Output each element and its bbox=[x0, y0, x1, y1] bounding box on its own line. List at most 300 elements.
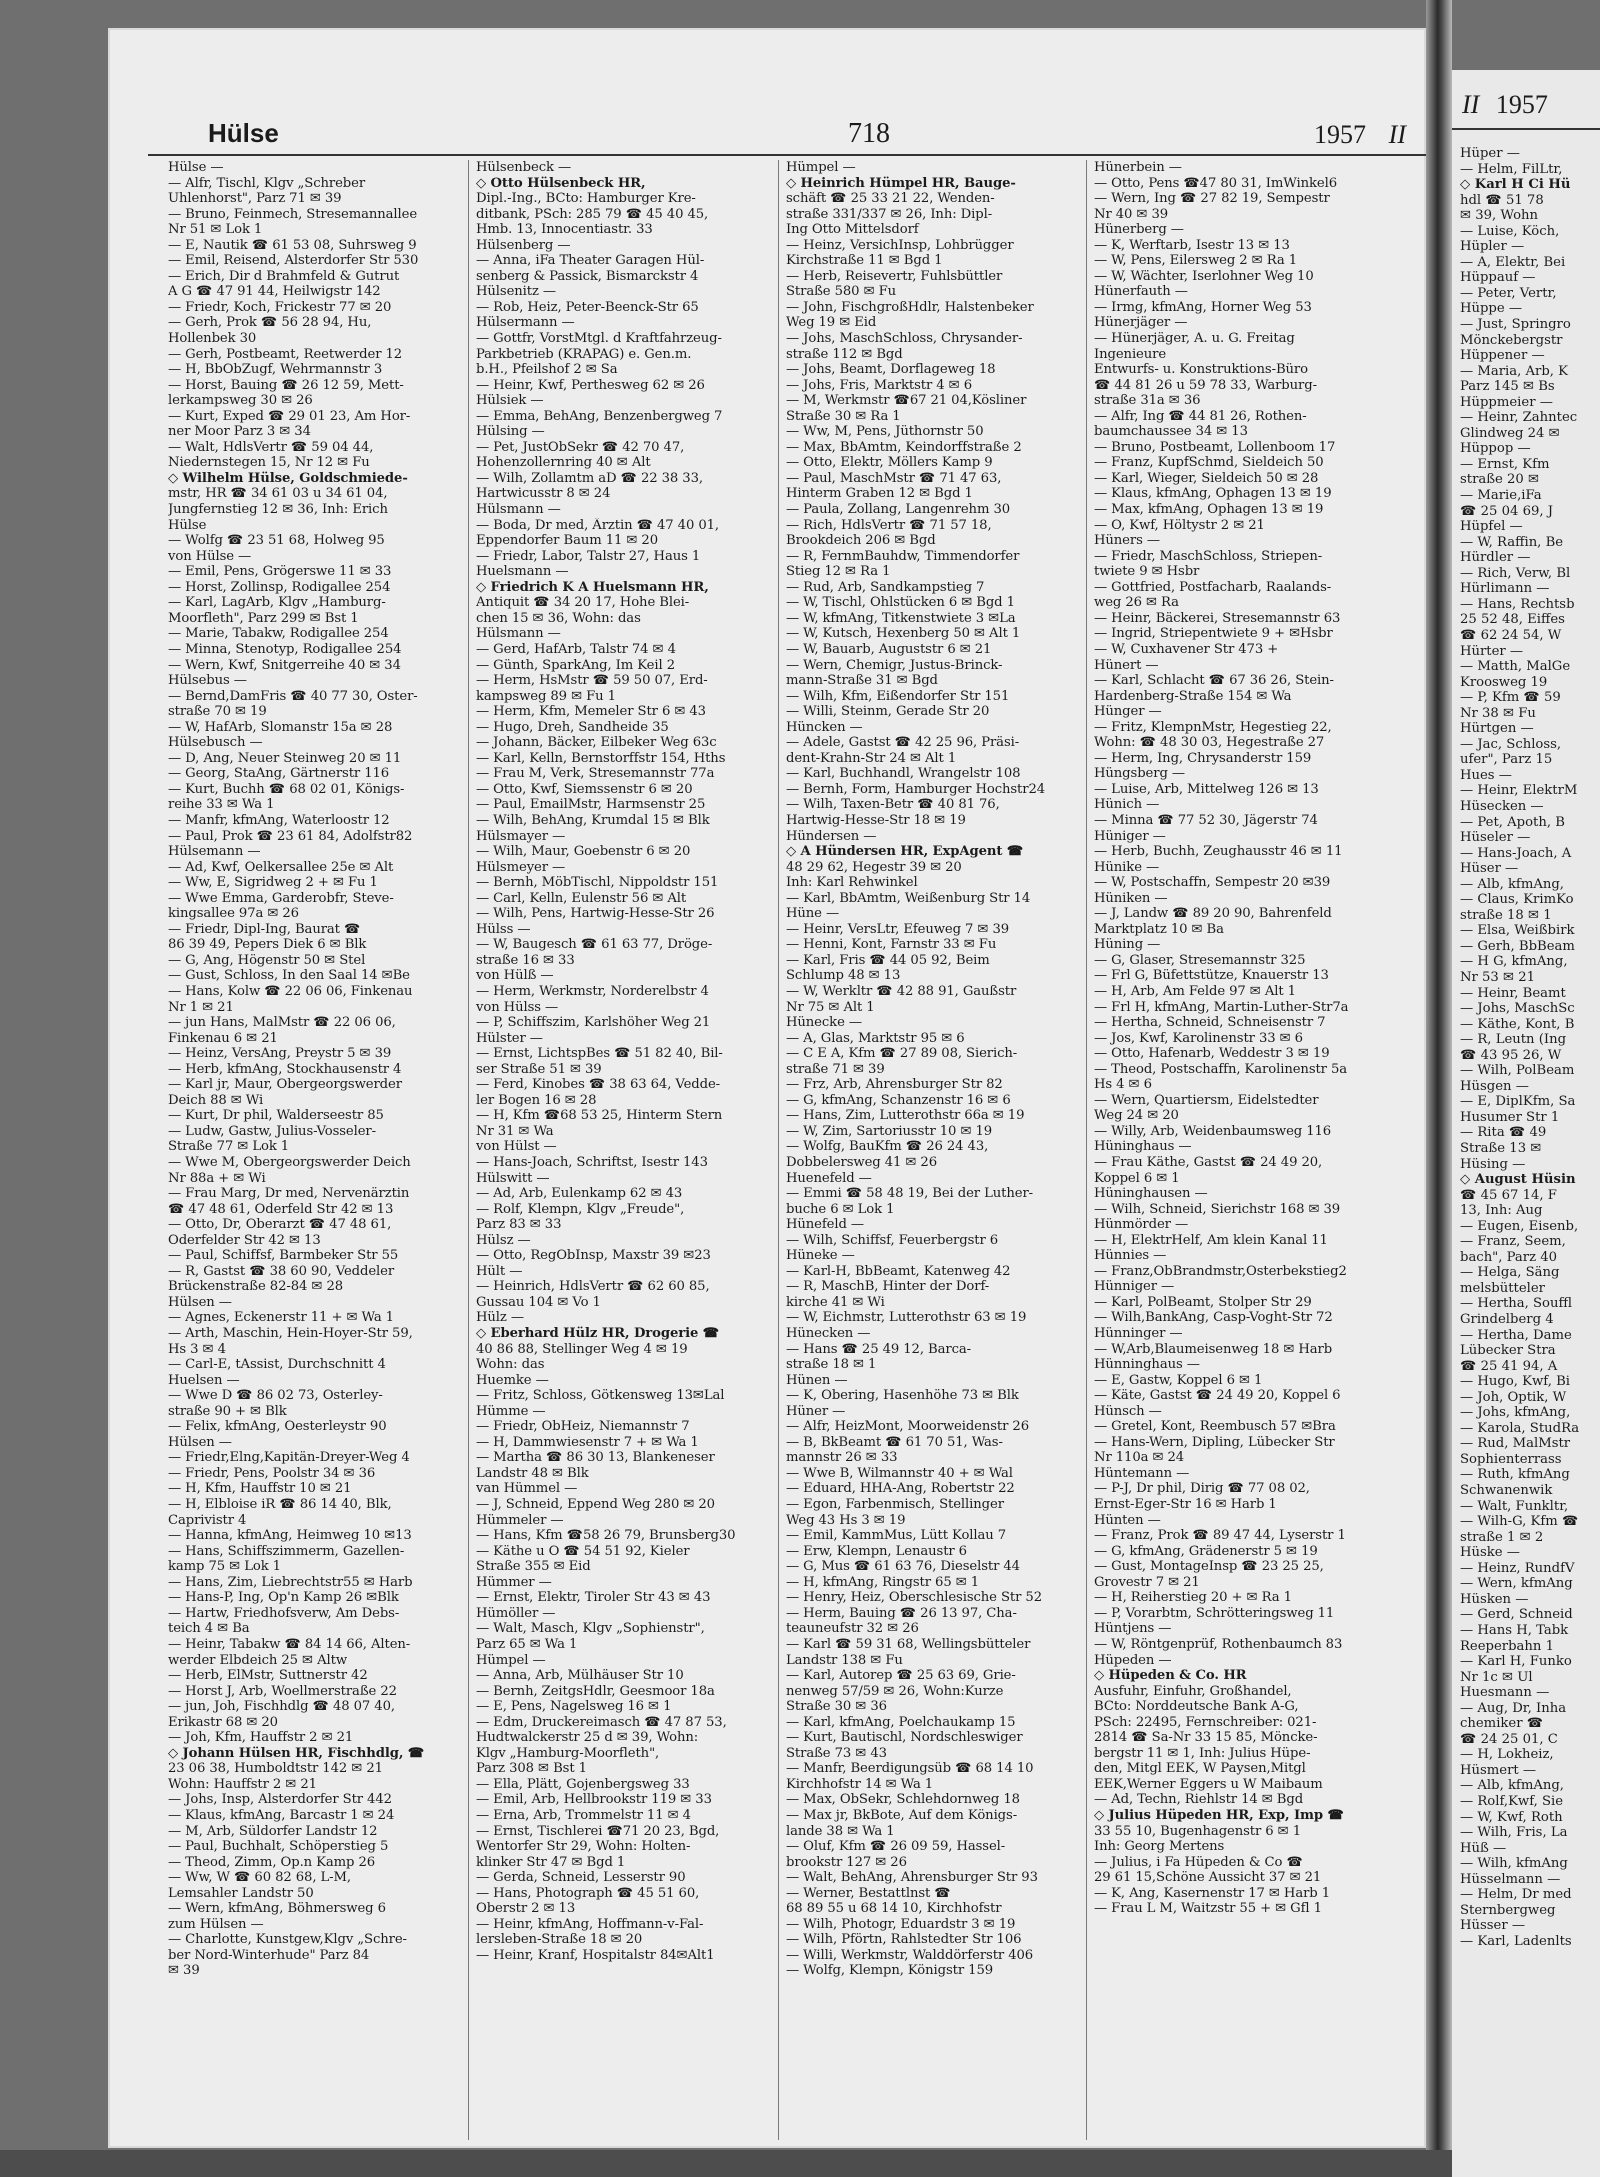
directory-entry-line: Hüngsberg — bbox=[1094, 766, 1185, 782]
directory-entry-line: — Frl G, Büfettstütze, Knauerstr 13 bbox=[1094, 968, 1329, 984]
directory-entry-line: — Anna, Arb, Mülhäuser Str 10 bbox=[476, 1668, 684, 1684]
directory-entry-line: — Gust, MontageInsp ☎ 23 25 25, bbox=[1094, 1559, 1324, 1575]
directory-entry-line: — A, Glas, Marktstr 95 ✉ 6 bbox=[786, 1030, 965, 1046]
directory-entry-line: Hülss — bbox=[476, 921, 531, 937]
directory-entry-line: — Wilh, Taxen-Betr ☎ 40 81 76, bbox=[786, 797, 1000, 813]
directory-entry-line: Hülsebus — bbox=[168, 673, 247, 689]
right-page-entry-line: — Marie,iFa bbox=[1460, 488, 1542, 504]
directory-entry-line: — Alfr, Ing ☎ 44 81 26, Rothen- bbox=[1094, 408, 1307, 424]
directory-entry-line: — Käte, Gastst ☎ 24 49 20, Koppel 6 bbox=[1094, 1388, 1341, 1404]
directory-entry-line: — jun, Joh, Fischhdlg ☎ 48 07 40, bbox=[168, 1699, 395, 1715]
directory-entry-line: Antiquit ☎ 34 20 17, Hohe Blei- bbox=[476, 595, 690, 611]
directory-entry-line: von Hülst — bbox=[476, 1139, 557, 1155]
right-page-entry-line: bach", Parz 40 bbox=[1460, 1249, 1557, 1265]
directory-entry-line: — Otto, Hafenarb, Weddestr 3 ✉ 19 bbox=[1094, 1046, 1330, 1062]
right-page-entry-line: — Eugen, Eisenb, bbox=[1460, 1218, 1579, 1234]
directory-entry-line: lande 38 ✉ Wa 1 bbox=[786, 1823, 895, 1839]
directory-entry-line: 33 55 10, Bugenhagenstr 6 ✉ 1 bbox=[1094, 1823, 1302, 1839]
directory-entry-line: Huelsmann — bbox=[476, 564, 569, 580]
directory-entry-line: Nr 51 ✉ Lok 1 bbox=[168, 222, 263, 238]
directory-entry-line: — Eduard, HHA-Ang, Robertstr 22 bbox=[786, 1481, 1015, 1497]
directory-entry-line: — Ad, Kwf, Oelkersallee 25e ✉ Alt bbox=[168, 859, 394, 875]
directory-entry-line: Hünike — bbox=[1094, 859, 1160, 875]
directory-column-1 bbox=[168, 160, 458, 2140]
right-page-entry-line: — Heinr, ElektrM bbox=[1460, 783, 1578, 799]
directory-entry-line: — Wern, Ing ☎ 27 82 19, Sempestr bbox=[1094, 191, 1330, 207]
directory-entry-line: — Emma, BehAng, Benzenbergweg 7 bbox=[476, 408, 723, 424]
directory-entry-line: — J, Schneid, Eppend Weg 280 ✉ 20 bbox=[476, 1497, 715, 1513]
right-page-entry-line: Nr 1c ✉ Ul bbox=[1460, 1669, 1533, 1685]
directory-entry-line: — Johann, Bäcker, Eilbeker Weg 63c bbox=[476, 735, 717, 751]
directory-entry-line: dent-Krahn-Str 24 ✉ Alt 1 bbox=[786, 750, 957, 766]
directory-entry-line: — W, Eichmstr, Lutterothstr 63 ✉ 19 bbox=[786, 1310, 1027, 1326]
right-page-entry-line: — H G, kfmAng, bbox=[1460, 954, 1568, 970]
directory-entry-line: — Franz,ObBrandmstr,Osterbekstieg2 bbox=[1094, 1263, 1347, 1279]
directory-entry-line: — Carl, Kelln, Eulenstr 56 ✉ Alt bbox=[476, 890, 687, 906]
directory-entry-line: — Erna, Arb, Trommelstr 11 ✉ 4 bbox=[476, 1807, 691, 1823]
directory-entry-line: 48 29 62, Hegestr 39 ✉ 20 bbox=[786, 859, 962, 875]
directory-entry-line: Weg 43 Hs 3 ✉ 19 bbox=[786, 1512, 906, 1528]
directory-entry-line: — Wilh, Zollamtm aD ☎ 22 38 33, bbox=[476, 470, 703, 486]
directory-entry-line: Hümpel — bbox=[786, 160, 856, 175]
right-page-entry-line: — W, Raffin, Be bbox=[1460, 534, 1564, 550]
directory-entry-line: Huelsen — bbox=[168, 1372, 240, 1388]
directory-entry-line: Nr 31 ✉ Wa bbox=[476, 1123, 554, 1139]
directory-entry-line: — Ernst, LichtspBes ☎ 51 82 40, Bil- bbox=[476, 1046, 723, 1062]
right-page-entry-line: — Gerd, Schneid bbox=[1460, 1607, 1573, 1623]
directory-entry-line: ner Moor Parz 3 ✉ 34 bbox=[168, 424, 311, 440]
directory-entry-line: — Herm, Kfm, Memeler Str 6 ✉ 43 bbox=[476, 704, 706, 720]
directory-entry-line: — H, kfmAng, Ringstr 65 ✉ 1 bbox=[786, 1574, 980, 1590]
directory-entry-line: bergstr 11 ✉ 1, Inh: Julius Hüpe- bbox=[1094, 1745, 1311, 1761]
directory-entry-line: straße 112 ✉ Bgd bbox=[786, 346, 903, 362]
scan-border bbox=[0, 2150, 1452, 2177]
directory-entry-line: ◇ A Hündersen HR, ExpAgent ☎ bbox=[786, 844, 1024, 860]
directory-entry-line: Hülsenberg — bbox=[476, 237, 571, 253]
right-page-entry-line: Hüpler — bbox=[1460, 239, 1525, 255]
directory-entry-line: — Joh, Kfm, Hauffstr 2 ✉ 21 bbox=[168, 1730, 354, 1746]
directory-entry-line: Kirchhofstr 14 ✉ Wa 1 bbox=[786, 1776, 934, 1792]
directory-entry-line: — Bruno, Feinmech, Stresemannallee bbox=[168, 206, 418, 222]
directory-entry-line: teauneufstr 32 ✉ 26 bbox=[786, 1621, 919, 1637]
right-page-entry-line: — H, Lokheiz, bbox=[1460, 1747, 1554, 1763]
directory-entry-line: ✉ 39 bbox=[168, 1963, 200, 1979]
directory-entry-line: Hartwicusstr 8 ✉ 24 bbox=[476, 486, 611, 502]
right-page-entry-line: Hüper — bbox=[1460, 146, 1520, 161]
directory-entry-line: — Hartw, Friedhofsverw, Am Debs- bbox=[168, 1605, 400, 1621]
directory-entry-line: — P, Vorarbtm, Schrötteringsweg 11 bbox=[1094, 1605, 1335, 1621]
right-page-entry-line: Hüppe — bbox=[1460, 301, 1523, 317]
directory-entry-line: Deich 88 ✉ Wi bbox=[168, 1092, 264, 1108]
directory-entry-line: — W, Postschaffn, Sempestr 20 ✉39 bbox=[1094, 875, 1331, 891]
directory-entry-line: Schlump 48 ✉ 13 bbox=[786, 968, 901, 984]
directory-entry-line: klinker Str 47 ✉ Bgd 1 bbox=[476, 1854, 626, 1870]
directory-entry-line: — C E A, Kfm ☎ 27 89 08, Sierich- bbox=[786, 1046, 1018, 1062]
right-page-entry-line: — Rud, MalMstr bbox=[1460, 1436, 1571, 1452]
directory-entry-line: — H, Dammwiesenstr 7 + ✉ Wa 1 bbox=[476, 1434, 699, 1450]
directory-entry-line: — B, BkBeamt ☎ 61 70 51, Was- bbox=[786, 1434, 1003, 1450]
directory-entry-line: — Gerd, HafArb, Talstr 74 ✉ 4 bbox=[476, 641, 676, 657]
right-page-entry-line: Mönckebergstr bbox=[1460, 332, 1563, 348]
directory-entry-line: — Rob, Heiz, Peter-Beenck-Str 65 bbox=[476, 299, 699, 315]
directory-entry-line: kingsallee 97a ✉ 26 bbox=[168, 906, 299, 922]
directory-entry-line: Dipl.-Ing., BCto: Hamburger Kre- bbox=[476, 191, 696, 207]
directory-entry-line: — Hans-Wern, Dipling, Lübecker Str bbox=[1094, 1434, 1335, 1450]
directory-entry-line: — Ad, Techn, Riehlstr 14 ✉ Bgd bbox=[1094, 1792, 1304, 1808]
directory-entry-line: Hülsermann — bbox=[476, 315, 575, 331]
directory-entry-line: — Paul, MaschMstr ☎ 71 47 63, bbox=[786, 470, 1002, 486]
directory-entry-line: Wohn: das bbox=[476, 1357, 545, 1373]
directory-entry-line: Hülse bbox=[168, 517, 207, 533]
right-header-volume: II bbox=[1462, 90, 1480, 119]
directory-entry-line: — Manfr, kfmAng, Waterloostr 12 bbox=[168, 812, 390, 828]
right-page-entry-line: — Wilh, Fris, La bbox=[1460, 1825, 1568, 1841]
directory-entry-line: Hümme — bbox=[476, 1403, 546, 1419]
right-page-entry-line: straße 18 ✉ 1 bbox=[1460, 907, 1552, 923]
directory-entry-line: Hülsmann — bbox=[476, 626, 561, 642]
directory-entry-line: — Karl, Autorep ☎ 25 63 69, Grie- bbox=[786, 1668, 1016, 1684]
directory-entry-line: kamp 75 ✉ Lok 1 bbox=[168, 1559, 281, 1575]
directory-entry-line: — Emil, Reisend, Alsterdorfer Str 530 bbox=[168, 253, 419, 269]
directory-entry-line: Hüners — bbox=[1094, 533, 1160, 549]
directory-entry-line: Brookdeich 206 ✉ Bgd bbox=[786, 533, 936, 549]
directory-entry-line: — Wern, Kwf, Snitgerreihe 40 ✉ 34 bbox=[168, 657, 401, 673]
right-page-entry-line: Sophienterrass bbox=[1460, 1451, 1562, 1467]
right-page-entry-line: — Rita ☎ 49 bbox=[1460, 1125, 1547, 1141]
right-page-entry-line: — Heinr, Zahntec bbox=[1460, 410, 1578, 426]
directory-entry-line: — Bernh, ZeitgsHdlr, Geesmoor 18a bbox=[476, 1683, 715, 1699]
right-page-entry-line: Straße 13 ✉ bbox=[1460, 1141, 1542, 1156]
directory-entry-line: — Max, kfmAng, Ophagen 13 ✉ 19 bbox=[1094, 502, 1324, 518]
directory-entry-line: — Gerh, Postbeamt, Reetwerder 12 bbox=[168, 346, 403, 362]
directory-entry-line: — Hertha, Schneid, Schneisenstr 7 bbox=[1094, 1015, 1326, 1031]
directory-entry-line: von Hülß — bbox=[476, 968, 554, 984]
directory-entry-line: Kirchstraße 11 ✉ Bgd 1 bbox=[786, 253, 943, 269]
directory-entry-line: Hümmer — bbox=[476, 1574, 552, 1590]
right-page-entry-line: — Maria, Arb, K bbox=[1460, 363, 1569, 379]
directory-entry-line: EEK,Werner Eggers u W Maibaum bbox=[1094, 1776, 1323, 1792]
directory-entry-line: — P-J, Dr phil, Dirig ☎ 77 08 02, bbox=[1094, 1481, 1310, 1497]
directory-entry-line: Hülsmayer — bbox=[476, 828, 566, 844]
directory-entry-line: — Johs, MaschSchloss, Chrysander- bbox=[786, 331, 1023, 347]
right-page bbox=[1452, 70, 1600, 2177]
directory-entry-line: — Frau Marg, Dr med, Nervenärztin bbox=[168, 1186, 410, 1202]
directory-entry-line: — Wilh, Pförtn, Rahlstedter Str 106 bbox=[786, 1932, 1022, 1948]
directory-entry-line: ditbank, PSch: 285 79 ☎ 45 40 45, bbox=[476, 206, 709, 222]
directory-entry-line: — Herm, Bauing ☎ 26 13 97, Cha- bbox=[786, 1605, 1017, 1621]
directory-entry-line: — Oluf, Kfm ☎ 26 09 59, Hassel- bbox=[786, 1839, 1006, 1855]
directory-entry-line: Hünmörder — bbox=[1094, 1217, 1189, 1233]
directory-entry-line: — Theod, Zimm, Op.n Kamp 26 bbox=[168, 1854, 376, 1870]
directory-entry-line: — Hans-P, Ing, Op'n Kamp 26 ✉Blk bbox=[168, 1590, 399, 1606]
directory-entry-line: — Otto, RegObInsp, Maxstr 39 ✉23 bbox=[476, 1248, 711, 1264]
directory-entry-line: Parz 308 ✉ Bst 1 bbox=[476, 1761, 587, 1777]
directory-entry-line: — Willi, Werkmstr, Walddörferstr 406 bbox=[786, 1947, 1034, 1963]
directory-entry-line: lerkampsweg 30 ✉ 26 bbox=[168, 393, 313, 409]
right-page-entry-line: Hüppmeier — bbox=[1460, 394, 1553, 410]
directory-entry-line: — Ww, W ☎ 60 82 68, L-M, bbox=[168, 1870, 352, 1886]
directory-entry-line: — Julius, i Fa Hüpeden & Co ☎ bbox=[1094, 1854, 1303, 1870]
directory-entry-line: — Carl-E, tAssist, Durchschnitt 4 bbox=[168, 1357, 386, 1373]
right-page-entry-line: — Ruth, kfmAng bbox=[1460, 1467, 1570, 1483]
directory-entry-line: — K, Werftarb, Isestr 13 ✉ 13 bbox=[1094, 237, 1290, 253]
directory-entry-line: — Herb, ElMstr, Suttnerstr 42 bbox=[168, 1668, 368, 1684]
directory-entry-line: — Paul, Schiffsf, Barmbeker Str 55 bbox=[168, 1248, 399, 1264]
directory-entry-line: — Hanna, kfmAng, Heimweg 10 ✉13 bbox=[168, 1528, 412, 1544]
directory-entry-line: Wohn: Hauffstr 2 ✉ 21 bbox=[168, 1776, 317, 1792]
directory-entry-line: Straße 30 ✉ Ra 1 bbox=[786, 408, 901, 424]
directory-entry-line: — Horst, Zollinsp, Rodigallee 254 bbox=[168, 579, 391, 595]
directory-entry-line: — W, Kutsch, Hexenberg 50 ✉ Alt 1 bbox=[786, 626, 1021, 642]
directory-entry-line: Nr 110a ✉ 24 bbox=[1094, 1450, 1185, 1466]
directory-entry-line: — O, Kwf, Höltystr 2 ✉ 21 bbox=[1094, 517, 1265, 533]
directory-entry-line: — Wern, kfmAng, Böhmersweg 6 bbox=[168, 1901, 386, 1917]
directory-entry-line: Hümpel — bbox=[476, 1652, 546, 1668]
directory-entry-line: Hümöller — bbox=[476, 1605, 556, 1621]
directory-entry-line: Niedernstegen 15, Nr 12 ✉ Fu bbox=[168, 455, 370, 471]
right-page-entry-line: Hürdler — bbox=[1460, 550, 1531, 566]
directory-entry-line: — W,Arb,Blaumeisenweg 18 ✉ Harb bbox=[1094, 1341, 1333, 1357]
directory-entry-line: ◇ Eberhard Hülz HR, Drogerie ☎ bbox=[476, 1326, 720, 1342]
directory-entry-line: Ausfuhr, Einfuhr, Großhandel, bbox=[1094, 1683, 1292, 1699]
directory-entry-line: — Wilh, Maur, Goebenstr 6 ✉ 20 bbox=[476, 844, 691, 860]
right-page-entry-line: — R, Leutn (Ing bbox=[1460, 1032, 1567, 1048]
directory-entry-line: — Alfr, Tischl, Klgv „Schreber bbox=[168, 175, 366, 191]
right-page-entry-line: ufer", Parz 15 bbox=[1460, 752, 1553, 768]
directory-entry-line: — W, Röntgenprüf, Rothenbaumch 83 bbox=[1094, 1636, 1343, 1652]
right-page-entry-line: Huesmann — bbox=[1460, 1685, 1550, 1701]
directory-entry-line: Hünninger — bbox=[1094, 1326, 1183, 1342]
directory-entry-line: — Erw, Klempn, Lenaustr 6 bbox=[786, 1543, 967, 1559]
directory-entry-line: Hinterm Graben 12 ✉ Bgd 1 bbox=[786, 486, 973, 502]
header-year: 1957 bbox=[1314, 120, 1366, 149]
directory-entry-line: — H, Elbloise iR ☎ 86 14 40, Blk, bbox=[168, 1497, 392, 1513]
directory-entry-line: — W, Werkltr ☎ 42 88 91, Gaußstr bbox=[786, 983, 1017, 999]
directory-entry-line: buche 6 ✉ Lok 1 bbox=[786, 1201, 895, 1217]
right-page-entry-line: Hüsser — bbox=[1460, 1918, 1526, 1934]
directory-entry-line: reihe 33 ✉ Wa 1 bbox=[168, 797, 275, 813]
directory-entry-line: — Willy, Arb, Weidenbaumsweg 116 bbox=[1094, 1123, 1332, 1139]
right-page-entry-line: — Hugo, Kwf, Bi bbox=[1460, 1374, 1570, 1390]
directory-entry-line: Hmb. 13, Innocentiastr. 33 bbox=[476, 222, 653, 238]
right-page-entry-line: ◇ August Hüsin bbox=[1460, 1172, 1576, 1188]
directory-entry-line: Uhlenhorst", Parz 71 ✉ 39 bbox=[168, 191, 342, 207]
directory-entry-line: straße 31a ✉ 36 bbox=[1094, 393, 1201, 409]
directory-entry-line: — Wolfg, BauKfm ☎ 26 24 43, bbox=[786, 1139, 989, 1155]
directory-entry-line: ◇ Wilhelm Hülse, Goldschmiede- bbox=[168, 470, 408, 486]
directory-entry-line: Hüninghausen — bbox=[1094, 1186, 1208, 1202]
directory-entry-line: — E, Gastw, Koppel 6 ✉ 1 bbox=[1094, 1372, 1263, 1388]
directory-entry-line: Dobbelersweg 41 ✉ 26 bbox=[786, 1155, 938, 1170]
right-page-entry-line: Reeperbahn 1 bbox=[1460, 1638, 1554, 1654]
directory-entry-line: — Friedr, ObHeiz, Niemannstr 7 bbox=[476, 1419, 690, 1435]
directory-entry-line: — H, Reiherstieg 20 + ✉ Ra 1 bbox=[1094, 1590, 1292, 1606]
directory-entry-line: — Gottfr, VorstMtgl. d Kraftfahrzeug- bbox=[476, 331, 722, 347]
right-page-entry-line: — Käthe, Kont, B bbox=[1460, 1016, 1575, 1032]
right-page-entry-line: ◇ Karl H Ci Hü bbox=[1460, 177, 1571, 193]
right-page-entry-line: Hürtgen — bbox=[1460, 721, 1534, 737]
directory-entry-line: — Friedr, Labor, Talstr 27, Haus 1 bbox=[476, 548, 701, 564]
directory-entry-line: Hülsiek — bbox=[476, 393, 544, 409]
directory-entry-line: — Herb, kfmAng, Stockhausenstr 4 bbox=[168, 1061, 402, 1077]
directory-entry-line: Hülswitt — bbox=[476, 1170, 550, 1186]
right-page-entry-line: — A, Elektr, Bei bbox=[1460, 254, 1566, 270]
directory-entry-line: Parz 65 ✉ Wa 1 bbox=[476, 1636, 578, 1652]
directory-entry-line: — Jos, Kwf, Karolinenstr 33 ✉ 6 bbox=[1094, 1030, 1303, 1046]
directory-entry-line: straße 18 ✉ 1 bbox=[786, 1357, 877, 1373]
directory-entry-line: — E, Nautik ☎ 61 53 08, Suhrsweg 9 bbox=[168, 237, 417, 253]
directory-entry-line: — Paul, EmailMstr, Harmsenstr 25 bbox=[476, 797, 706, 813]
directory-entry-line: nenweg 57/59 ✉ 26, Wohn:Kurze bbox=[786, 1683, 1004, 1699]
directory-entry-line: mann-Straße 31 ✉ Bgd bbox=[786, 673, 938, 689]
right-page-entry-line: — Franz, Seem, bbox=[1460, 1234, 1566, 1250]
directory-entry-line: — R, FernmBauhdw, Timmendorfer bbox=[786, 548, 1020, 564]
directory-entry-line: — Frau Käthe, Gastst ☎ 24 49 20, bbox=[1094, 1155, 1323, 1170]
directory-entry-line: — Ella, Plätt, Gojenbergsweg 33 bbox=[476, 1776, 690, 1792]
directory-entry-line: — Karl, BbAmtm, Weißenburg Str 14 bbox=[786, 890, 1031, 906]
right-page-entry-line: Parz 145 ✉ Bs bbox=[1460, 379, 1555, 395]
directory-entry-line: senberg & Passick, Bismarckstr 4 bbox=[476, 268, 699, 284]
directory-entry-line: — Wilh, Photogr, Eduardstr 3 ✉ 19 bbox=[786, 1916, 1016, 1932]
directory-entry-line: — Horst J, Arb, Woellmerstraße 22 bbox=[168, 1683, 397, 1699]
directory-entry-line: — Walt, HdlsVertr ☎ 59 04 44, bbox=[168, 439, 374, 455]
directory-entry-line: — W, HafArb, Slomanstr 15a ✉ 28 bbox=[168, 719, 393, 735]
right-page-entry-line: — Helm, FilLtr, bbox=[1460, 161, 1563, 177]
directory-entry-line: — Frl H, kfmAng, Martin-Luther-Str7a bbox=[1094, 999, 1349, 1015]
directory-entry-line: 86 39 49, Pepers Diek 6 ✉ Blk bbox=[168, 937, 367, 953]
directory-entry-line: Klgv „Hamburg-Moorfleth", bbox=[476, 1745, 660, 1761]
directory-entry-line: b.H., Pfeilshof 2 ✉ Sa bbox=[476, 362, 618, 378]
right-page-entry-line: — Helm, Dr med bbox=[1460, 1887, 1572, 1903]
directory-entry-line: straße 16 ✉ 33 bbox=[476, 952, 575, 968]
directory-entry-line: — Rich, HdlsVertr ☎ 71 57 18, bbox=[786, 517, 992, 533]
directory-entry-line: — Wolfg, Klempn, Königstr 159 bbox=[786, 1963, 994, 1979]
directory-entry-line: — Wilh, Kfm, Eißendorfer Str 151 bbox=[786, 688, 1010, 704]
directory-entry-line: — Henry, Heiz, Oberschlesische Str 52 bbox=[786, 1590, 1042, 1606]
directory-entry-line: — Frau L M, Waitzstr 55 + ✉ Gfl 1 bbox=[1094, 1901, 1322, 1917]
directory-entry-line: — Horst, Bauing ☎ 26 12 59, Mett- bbox=[168, 377, 404, 393]
directory-entry-line: ser Straße 51 ✉ 39 bbox=[476, 1061, 602, 1077]
directory-entry-line: ber Nord-Winterhude" Parz 84 bbox=[168, 1947, 370, 1963]
directory-entry-line: — Theod, Postschaffn, Karolinenstr 5a bbox=[1094, 1061, 1348, 1077]
directory-entry-line: ◇ Johann Hülsen HR, Fischhdlg, ☎ bbox=[168, 1745, 425, 1761]
directory-entry-line: Grovestr 7 ✉ 21 bbox=[1094, 1574, 1200, 1590]
directory-entry-line: — Gerh, Prok ☎ 56 28 94, Hu, bbox=[168, 315, 372, 331]
directory-entry-line: — Frz, Arb, Ahrensburger Str 82 bbox=[786, 1077, 1003, 1093]
directory-entry-line: Nr 40 ✉ 39 bbox=[1094, 206, 1169, 222]
directory-entry-line: — Wwe B, Wilmannstr 40 + ✉ Wal bbox=[786, 1465, 1013, 1481]
directory-entry-line: — Emil, KammMus, Lütt Kollau 7 bbox=[786, 1528, 1007, 1544]
directory-entry-line: — Adele, Gastst ☎ 42 25 96, Präsi- bbox=[786, 735, 1020, 751]
right-page-entry-line: — Luise, Köch, bbox=[1460, 223, 1560, 239]
directory-entry-line: 29 61 15,Schöne Aussicht 37 ✉ 21 bbox=[1094, 1870, 1322, 1886]
directory-entry-line: — Agnes, Eckenerstr 11 + ✉ Wa 1 bbox=[168, 1310, 394, 1326]
right-page-entry-line: — E, DiplKfm, Sa bbox=[1460, 1094, 1576, 1110]
right-header-rule bbox=[1452, 128, 1600, 130]
directory-entry-line: Hudtwalckerstr 25 d ✉ 39, Wohn: bbox=[476, 1730, 699, 1746]
directory-entry-line: — Heinr, Kranf, Hospitalstr 84✉Alt1 bbox=[476, 1947, 715, 1963]
directory-entry-line: mannstr 26 ✉ 33 bbox=[786, 1450, 898, 1466]
directory-entry-line: — Hans, Schiffszimmerm, Gazellen- bbox=[168, 1543, 405, 1559]
right-page-entry-line: Hürter — bbox=[1460, 643, 1524, 659]
right-page-entry-line: — Pet, Apoth, B bbox=[1460, 814, 1565, 830]
right-page-entry-line: — Johs, MaschSc bbox=[1460, 1001, 1575, 1017]
directory-entry-line: — Karl, LagArb, Klgv „Hamburg- bbox=[168, 595, 386, 611]
right-page-entry-line: — Karl H, Funko bbox=[1460, 1654, 1572, 1670]
directory-entry-line: twiete 9 ✉ Hsbr bbox=[1094, 564, 1200, 580]
directory-entry-line: — Anna, iFa Theater Garagen Hül- bbox=[476, 253, 705, 269]
right-page-entry-line: Lübecker Stra bbox=[1460, 1343, 1556, 1359]
directory-entry-line: — Heinz, VersAng, Preystr 5 ✉ 39 bbox=[168, 1046, 392, 1062]
directory-entry-line: — Friedr, Koch, Frickestr 77 ✉ 20 bbox=[168, 299, 392, 315]
right-page-entry-line: ☎ 62 24 54, W bbox=[1460, 627, 1562, 643]
directory-entry-line: van Hümmel — bbox=[476, 1481, 578, 1497]
directory-entry-line: — Georg, StaAng, Gärtnerstr 116 bbox=[168, 766, 390, 782]
directory-entry-line: — K, Obering, Hasenhöhe 73 ✉ Blk bbox=[786, 1388, 1019, 1404]
right-page-entry-line: Hürlimann — bbox=[1460, 581, 1550, 597]
directory-entry-line: ◇ Otto Hülsenbeck HR, bbox=[476, 175, 646, 191]
directory-entry-line: — Herb, Reisevertr, Fuhlsbüttler bbox=[786, 268, 1003, 284]
directory-column-3 bbox=[786, 160, 1076, 2140]
directory-entry-line: Landstr 138 ✉ Fu bbox=[786, 1652, 903, 1668]
directory-column-2 bbox=[476, 160, 766, 2140]
directory-entry-line: Hüniger — bbox=[1094, 828, 1166, 844]
book-gutter bbox=[1426, 0, 1452, 2177]
directory-entry-line: zum Hülsen — bbox=[168, 1916, 264, 1932]
right-page-entry-line: — Rich, Verw, Bl bbox=[1460, 565, 1571, 581]
right-page-entry-line: 25 52 48, Eiffes bbox=[1460, 612, 1565, 628]
directory-entry-line: — Wilh, Schiffsf, Feuerbergstr 6 bbox=[786, 1232, 999, 1248]
directory-entry-line: — Bernd,DamFris ☎ 40 77 30, Oster- bbox=[168, 688, 418, 704]
right-page-entry-line: Grindelberg 4 bbox=[1460, 1312, 1554, 1328]
directory-entry-line: — Walt, Masch, Klgv „Sophienstr", bbox=[476, 1621, 705, 1637]
right-page-entry-line: Hüsecken — bbox=[1460, 798, 1544, 814]
directory-entry-line: — Max jr, BkBote, Auf dem Königs- bbox=[786, 1807, 1018, 1823]
directory-entry-line: — W, kfmAng, Titkenstwiete 3 ✉La bbox=[786, 610, 1016, 626]
directory-entry-line: — Herb, Buchh, Zeughausstr 46 ✉ 11 bbox=[1094, 844, 1343, 860]
right-page-entry-line: — Karola, StudRa bbox=[1460, 1420, 1580, 1436]
right-page-entry-line: ☎ 25 04 69, J bbox=[1460, 503, 1554, 519]
directory-entry-line: Hüneke — bbox=[786, 1248, 855, 1264]
directory-entry-line: — W, Pens, Eilersweg 2 ✉ Ra 1 bbox=[1094, 253, 1298, 269]
directory-entry-line: — Gerda, Schneid, Lesserstr 90 bbox=[476, 1870, 686, 1886]
right-page-entry-line: Glindweg 24 ✉ bbox=[1460, 425, 1560, 441]
directory-entry-line: Hüniken — bbox=[1094, 890, 1168, 906]
directory-entry-line: — Bruno, Postbeamt, Lollenboom 17 bbox=[1094, 439, 1336, 455]
right-page-entry-line: — Matth, MalGe bbox=[1460, 659, 1571, 675]
directory-entry-line: — R, Gastst ☎ 38 60 90, Veddeler bbox=[168, 1263, 395, 1279]
directory-entry-line: Hünerjäger — bbox=[1094, 315, 1188, 331]
directory-entry-line: — R, MaschB, Hinter der Dorf- bbox=[786, 1279, 990, 1295]
right-page-entry-line: ☎ 24 25 01, C bbox=[1460, 1731, 1558, 1747]
directory-entry-line: — Wolfg ☎ 23 51 68, Holweg 95 bbox=[168, 533, 385, 549]
directory-entry-line: Hülster — bbox=[476, 1030, 543, 1046]
directory-entry-line: Hülsebusch — bbox=[168, 735, 263, 751]
directory-entry-line: Hüninghaus — bbox=[1094, 1139, 1192, 1155]
right-page-entry-line: Kroosweg 19 bbox=[1460, 674, 1548, 690]
directory-entry-line: Hüne — bbox=[786, 906, 840, 922]
directory-entry-line: von Hülse — bbox=[168, 548, 252, 564]
directory-entry-line: — Heinrich, HdlsVertr ☎ 62 60 85, bbox=[476, 1279, 710, 1295]
directory-entry-line: — Emmi ☎ 58 48 19, Bei der Luther- bbox=[786, 1186, 1034, 1202]
directory-entry-line: Hünecken — bbox=[786, 1326, 871, 1342]
directory-entry-line: — Kurt, Exped ☎ 29 01 23, Am Hor- bbox=[168, 408, 411, 424]
directory-entry-line: — Wern, Quartiersm, Eidelstedter bbox=[1094, 1092, 1319, 1108]
directory-entry-line: — Käthe u O ☎ 54 51 92, Kieler bbox=[476, 1543, 690, 1559]
directory-entry-line: Hümmeler — bbox=[476, 1512, 564, 1528]
directory-entry-line: — Wilh, BehAng, Krumdal 15 ✉ Blk bbox=[476, 812, 710, 828]
directory-entry-line: — Johs, Fris, Marktstr 4 ✉ 6 bbox=[786, 377, 973, 393]
